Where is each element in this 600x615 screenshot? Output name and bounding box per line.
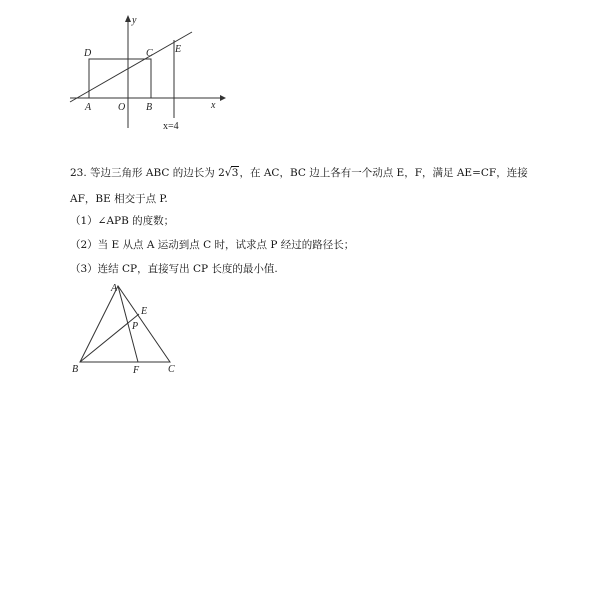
sqrt-expression: √3: [224, 166, 239, 179]
label-d: D: [84, 48, 92, 59]
question-2: （2）当 E 从点 A 运动到点 C 时，试求点 P 经过的路径长；: [70, 239, 355, 251]
problem-stem-part2: ，在 AC，BC 边上各有一个动点 E，F，满足 AE=CF，连接: [239, 167, 528, 179]
label-c: C: [168, 364, 175, 375]
problem-number: 23.: [70, 167, 87, 179]
triangle-figure: [68, 280, 188, 380]
problem-stem-line2: AF，BE 相交于点 P.: [70, 193, 168, 205]
label-p: P: [132, 321, 139, 332]
label-vline: x=4: [163, 121, 179, 132]
label-e: E: [175, 44, 182, 55]
question-1: （1）∠APB 的度数；: [70, 215, 175, 227]
y-axis-arrow: [125, 15, 131, 22]
label-y: y: [132, 15, 137, 26]
problem-stem-part1: 等边三角形 ABC 的边长为 2: [90, 167, 225, 179]
label-e: E: [141, 306, 148, 317]
label-f: F: [133, 365, 140, 376]
problem-stem-line1: [70, 166, 528, 180]
label-a: A: [85, 102, 92, 113]
segment-be: [80, 314, 139, 362]
x-axis-arrow: [220, 95, 226, 101]
coordinate-figure: [60, 10, 240, 135]
label-b: B: [72, 364, 79, 375]
rectangle-abcd: [89, 59, 151, 98]
radical-value: 3: [231, 167, 239, 179]
label-a: A: [111, 283, 118, 294]
label-x: x: [211, 100, 216, 111]
label-c: C: [146, 48, 153, 59]
label-b: B: [146, 102, 153, 113]
question-3: （3）连结 CP，直接写出 CP 长度的最小值.: [70, 263, 278, 275]
label-o: O: [118, 102, 126, 113]
